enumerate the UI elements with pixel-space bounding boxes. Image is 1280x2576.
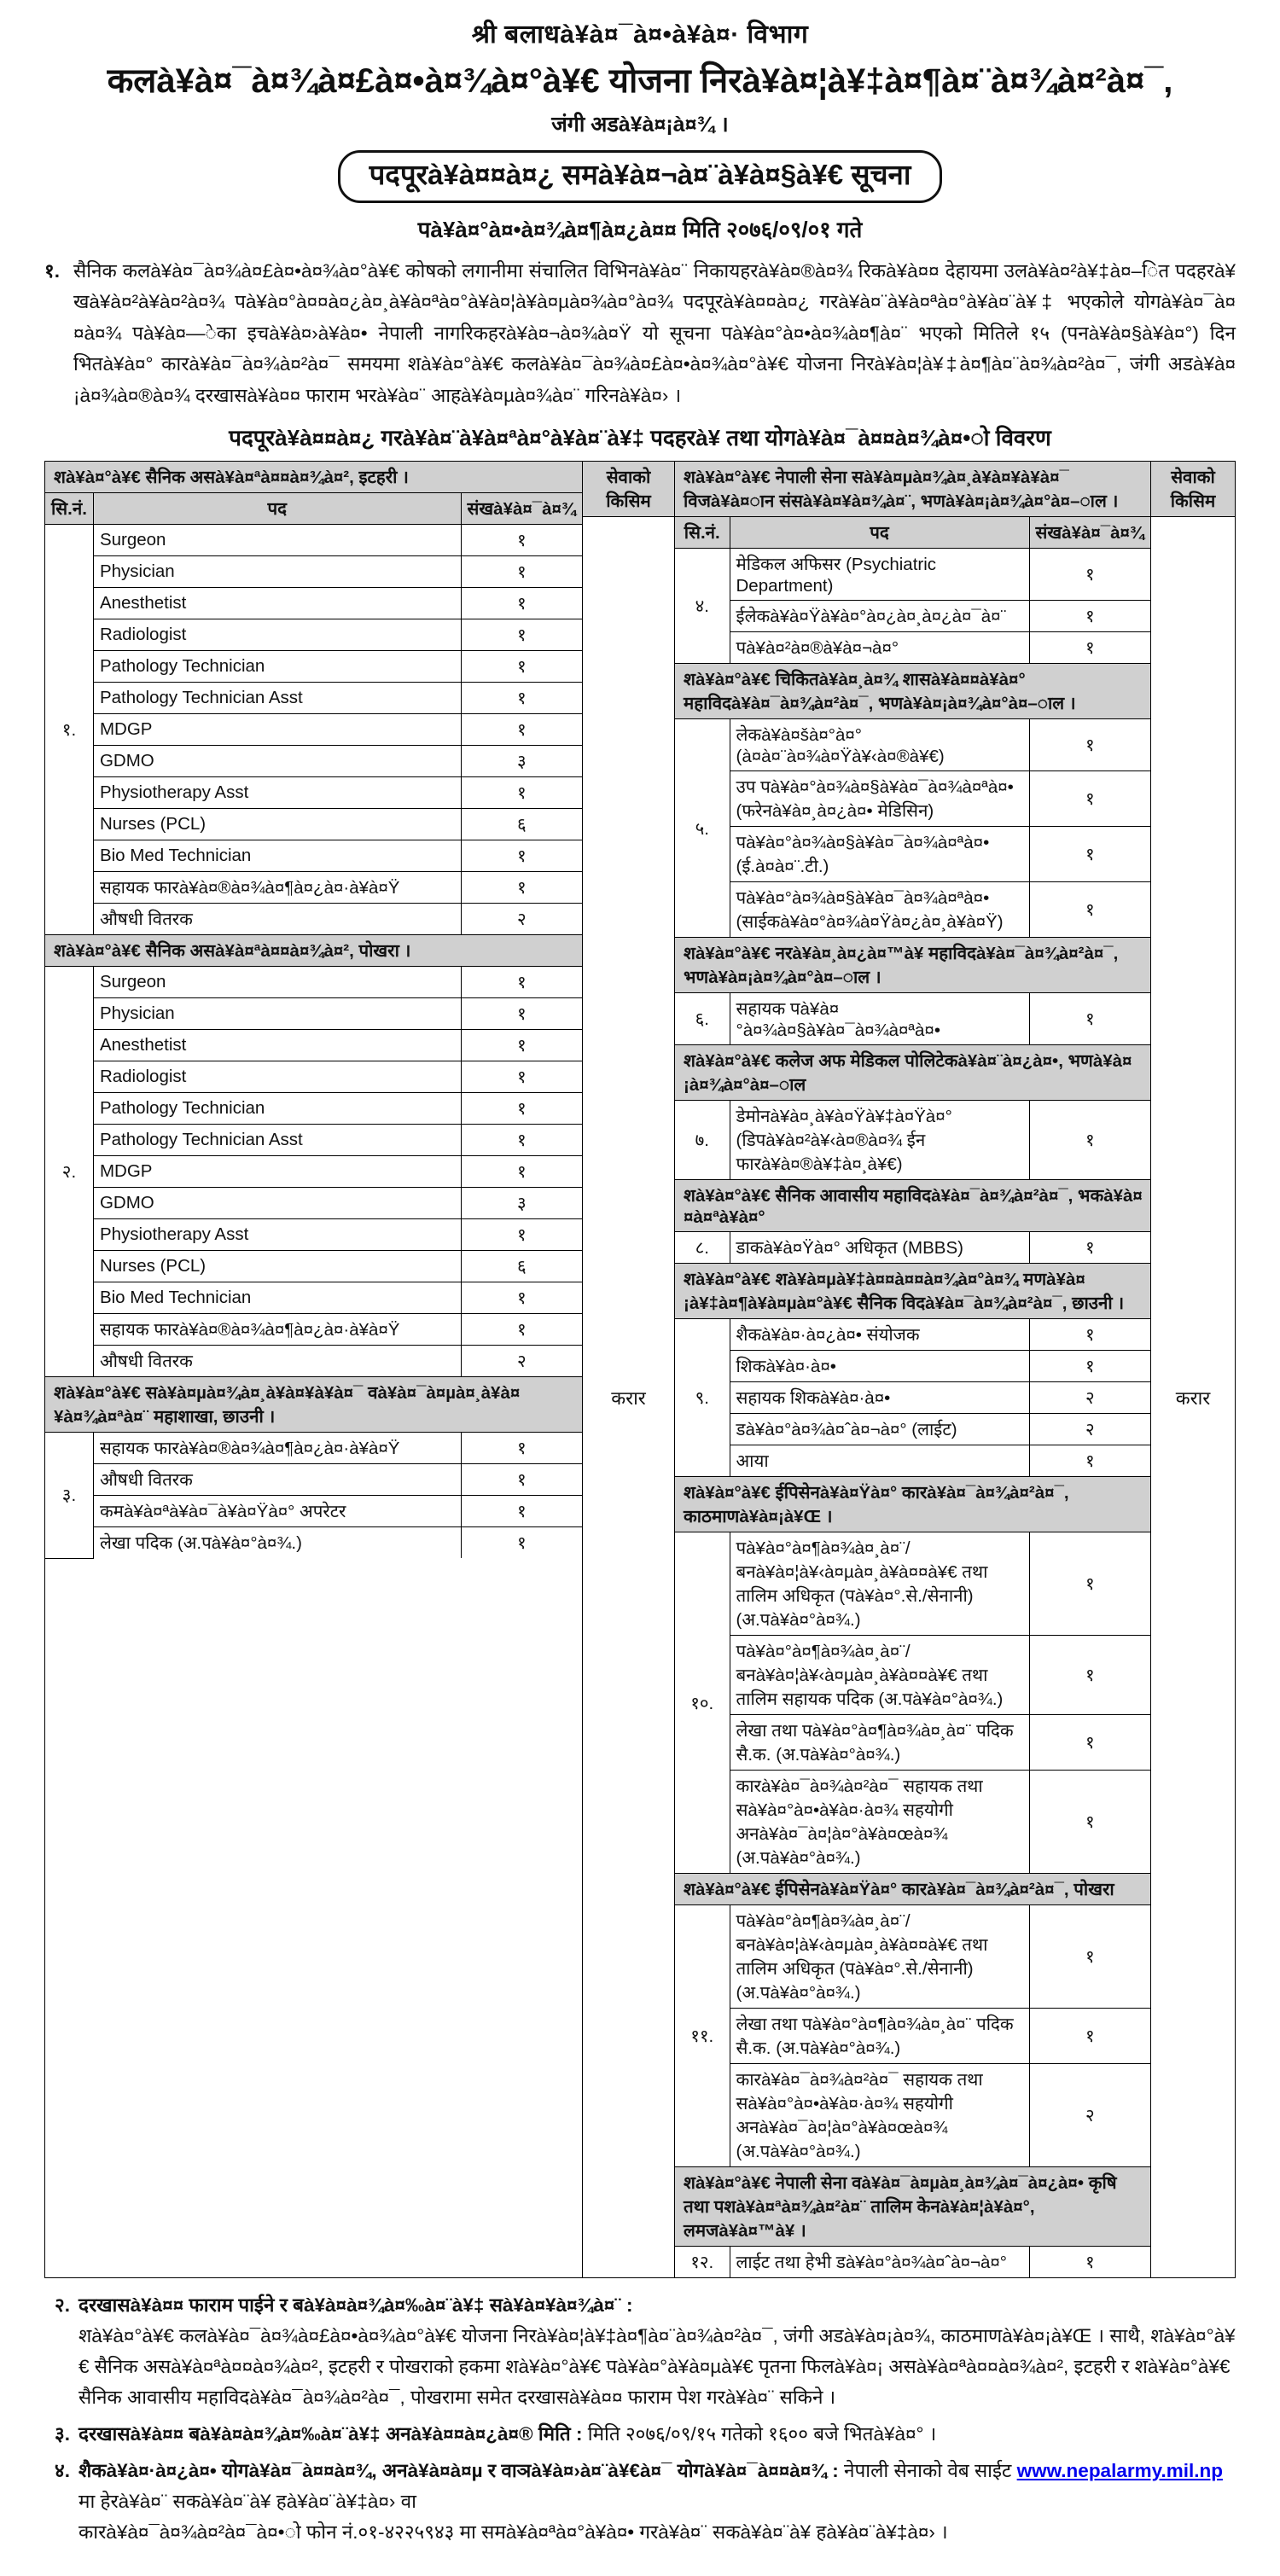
table-row bbox=[45, 777, 582, 809]
table-row bbox=[675, 1414, 1150, 1445]
table-row bbox=[45, 967, 582, 998]
table-row bbox=[45, 1125, 582, 1156]
right-column bbox=[675, 462, 1151, 2277]
table-row bbox=[675, 719, 1150, 771]
row-sn: ९. bbox=[675, 1319, 730, 1477]
table-row bbox=[675, 771, 1150, 827]
table-row bbox=[45, 1156, 582, 1188]
table-row bbox=[675, 827, 1150, 882]
note-number: ४. bbox=[55, 2460, 70, 2482]
row-post: Surgeon bbox=[93, 967, 461, 998]
left-service-header bbox=[583, 462, 674, 517]
service-header-line2-right: किसिम bbox=[1170, 491, 1216, 512]
row-sn: १. bbox=[45, 525, 93, 935]
table-row bbox=[675, 601, 1150, 632]
row-post: पà¥à¤°à¤¾à¤§à¥à¤¯à¤¾à¤ªà¤• (साईकà¥à¤°à¤¾à¤Ÿà¤¿à¤¸à¥à¤Ÿ) bbox=[730, 882, 1029, 938]
table-row bbox=[45, 1061, 582, 1093]
row-count: १ bbox=[1029, 1445, 1150, 1477]
table-row bbox=[45, 998, 582, 1030]
row-count: १ bbox=[461, 1527, 582, 1559]
row-sn: ८. bbox=[675, 1232, 730, 1264]
row-post: GDMO bbox=[93, 1188, 461, 1219]
row-post: पà¥à¤°à¤¾à¤§à¥à¤¯à¤¾à¤ªà¤• (ई.à¤à¤¨.टी.) bbox=[730, 827, 1029, 882]
publication-date: पà¥à¤°à¤•à¤¾à¤¶à¤¿à¤¤ मिति २०७६/०९/०१ गते bbox=[417, 216, 863, 242]
group-title: शà¥à¤°à¥€ नेपाली सेना वà¥à¤¯à¤µà¤¸à¤¾à¤¯à¤¿à¤• कृषि तथा पशà¥à¤ªà¤¾à¤²à¤¨ तालिम केनà¥à¤¦à¥à¤°, लमजà¥à¤™à¥ । bbox=[675, 2167, 1150, 2247]
row-post: Bio Med Technician bbox=[93, 840, 461, 872]
row-count: १ bbox=[1029, 1715, 1150, 1771]
table-row bbox=[45, 1093, 582, 1125]
row-post: शैकà¥à¤·à¤¿à¤• संयोजक bbox=[730, 1319, 1029, 1351]
table-row bbox=[675, 1636, 1150, 1715]
table-row bbox=[45, 1527, 582, 1559]
row-post: Physiotherapy Asst bbox=[93, 777, 461, 809]
row-count: १ bbox=[1029, 719, 1150, 771]
row-count: १ bbox=[461, 1433, 582, 1464]
row-post: आया bbox=[730, 1445, 1029, 1477]
group-title: शà¥à¤°à¥€ सैनिक असà¥à¤ªà¤¤à¤¾à¤², इटहरी । bbox=[45, 462, 582, 493]
row-sn: ५. bbox=[675, 719, 730, 938]
row-post: औषधी वितरक bbox=[93, 1346, 461, 1377]
header-count: संखà¥à¤¯à¤¾ bbox=[461, 493, 582, 525]
header-post: पद bbox=[730, 517, 1029, 549]
row-count: १ bbox=[1029, 827, 1150, 882]
row-count: १ bbox=[461, 777, 582, 809]
row-post: सहायक शिकà¥à¤·à¤• bbox=[730, 1382, 1029, 1414]
footer-note bbox=[44, 2456, 1236, 2548]
table-row bbox=[675, 549, 1150, 601]
row-count: १ bbox=[1029, 882, 1150, 938]
table-row bbox=[45, 619, 582, 651]
row-count: १ bbox=[1029, 549, 1150, 601]
row-count: १ bbox=[1029, 771, 1150, 827]
row-count: २ bbox=[1029, 1382, 1150, 1414]
row-count: १ bbox=[461, 840, 582, 872]
row-sn: २. bbox=[45, 967, 93, 1377]
row-count: १ bbox=[461, 683, 582, 714]
note-indent-text: शà¥à¤°à¥€ कलà¥à¤¯à¤¾à¤£à¤•à¤¾à¤°à¥€ योजना निरà¥à¤¦à¥‡à¤¶à¤¨à¤¾à¤²à¤¯, जंगी अडà¥à¤¡à¤¾, काठमाणà¥à¤¡à¥Œ । साथै, शà¥à¤°à¥€ सैनिक असà¥à¤ªà¤¤à¤¾à¤², इटहरी र पोखराको हकमा शà¥à¤°à¥€ पà¥à¤°à¥à¤µà¥€ पृतना फिलà¥à¤¡ असà¥à¤ªà¤¤à¤¾à¤², इटहरी र शà¥à¤°à¥€ सैनिक आवासीय महाविदà¥à¤¯à¤¾à¤²à¤¯, पोखरामा समेत दरखासà¥à¤¤ फाराम पेश गरà¥à¤¨ सकिने । bbox=[79, 2325, 1236, 2409]
note-number: ३. bbox=[55, 2423, 70, 2445]
row-count: १ bbox=[1029, 1636, 1150, 1715]
document-header bbox=[44, 15, 1236, 244]
row-post: कारà¥à¤¯à¤¾à¤²à¤¯ सहायक तथा सà¥à¤°à¤•à¥à¤·à¤¾ सहयोगी अनà¥à¤¯à¤¦à¤°à¥à¤œà¤¾ (अ.पà¥à¤°à¤¾.) bbox=[730, 2064, 1029, 2167]
row-post: Pathology Technician Asst bbox=[93, 1125, 461, 1156]
row-count: १ bbox=[461, 525, 582, 556]
row-count: १ bbox=[461, 1496, 582, 1527]
row-post: सहायक पà¥à¤°à¤¾à¤§à¥à¤¯à¤¾à¤ªà¤• bbox=[730, 993, 1029, 1045]
row-post: औषधी वितरक bbox=[93, 1464, 461, 1496]
row-post: डà¥à¤°à¤¾à¤ˆà¤¬à¤° (लाईट) bbox=[730, 1414, 1029, 1445]
row-count: १ bbox=[1029, 2247, 1150, 2278]
row-count: १ bbox=[1029, 1771, 1150, 1874]
table-row bbox=[45, 651, 582, 683]
table-row bbox=[675, 1715, 1150, 1771]
table-row bbox=[45, 1464, 582, 1496]
group-title: शà¥à¤°à¥€ नेपाली सेना सà¥à¤µà¤¾à¤¸à¥à¤¥à¥à¤¯ विजà¥à¤ान संसà¥à¤¥à¤¾à¤¨, भणà¥à¤¡à¤¾à¤°à¤–ाल । bbox=[675, 462, 1150, 517]
table-row bbox=[675, 1351, 1150, 1382]
table-row bbox=[675, 882, 1150, 938]
group-title: शà¥à¤°à¥€ चिकितà¥à¤¸à¤¾ शासà¥à¤¤à¥à¤° महाविदà¥à¤¯à¤¾à¤²à¤¯, भणà¥à¤¡à¤¾à¤°à¤–ाल । bbox=[675, 664, 1150, 719]
row-post: कमà¥à¤ªà¥à¤¯à¥à¤Ÿà¤° अपरेटर bbox=[93, 1496, 461, 1527]
department-name: श्री बलाधà¥à¤¯à¤•à¥à¤· विभाग bbox=[471, 20, 809, 49]
row-post: शिकà¥à¤·à¤• bbox=[730, 1351, 1029, 1382]
group-title: शà¥à¤°à¥€ ईपिसेनà¥à¤Ÿà¤° कारà¥à¤¯à¤¾à¤²à¤¯, काठमाणà¥à¤¡à¥Œ । bbox=[675, 1477, 1150, 1532]
website-link[interactable]: www.nepalarmy.mil.np bbox=[1016, 2460, 1223, 2482]
row-count: ३ bbox=[461, 1188, 582, 1219]
row-count: १ bbox=[461, 1464, 582, 1496]
row-sn: ३. bbox=[45, 1433, 93, 1559]
row-post: सहायक फारà¥à¤®à¤¾à¤¶à¤¿à¤·à¥à¤Ÿ bbox=[93, 1433, 461, 1464]
row-count: ६ bbox=[461, 1251, 582, 1282]
table-row bbox=[45, 588, 582, 619]
table-row bbox=[675, 2064, 1150, 2167]
row-post: Nurses (PCL) bbox=[93, 809, 461, 840]
row-count: १ bbox=[461, 1282, 582, 1314]
directorate-name: कलà¥à¤¯à¤¾à¤£à¤•à¤¾à¤°à¥€ योजना निरà¥à¤¦à¥‡à¤¶à¤¨à¤¾à¤²à¤¯, bbox=[107, 62, 1173, 100]
footer-notes bbox=[44, 2290, 1236, 2548]
table-row bbox=[675, 1445, 1150, 1477]
row-count: २ bbox=[461, 904, 582, 935]
row-count: १ bbox=[461, 714, 582, 746]
row-count: १ bbox=[1029, 632, 1150, 664]
table-row bbox=[45, 1282, 582, 1314]
table-row bbox=[675, 2009, 1150, 2064]
row-count: १ bbox=[1029, 1232, 1150, 1264]
row-count: १ bbox=[1029, 1319, 1150, 1351]
header-post: पद bbox=[93, 493, 461, 525]
right-service-type-column bbox=[1151, 462, 1235, 2277]
row-count: १ bbox=[461, 1030, 582, 1061]
row-post: सहायक फारà¥à¤®à¤¾à¤¶à¤¿à¤·à¥à¤Ÿ bbox=[93, 872, 461, 904]
table-row bbox=[675, 1771, 1150, 1874]
table-row bbox=[675, 1905, 1150, 2009]
row-post: औषधी वितरक bbox=[93, 904, 461, 935]
header-sn: सि.नं. bbox=[45, 493, 93, 525]
row-post: Anesthetist bbox=[93, 1030, 461, 1061]
group-title: शà¥à¤°à¥€ सà¥à¤µà¤¾à¤¸à¥à¤¥à¥à¤¯ वà¥à¤¯à¤µà¤¸à¥à¤¥à¤¾à¤ªà¤¨ महाशाखा, छाउनी । bbox=[45, 1377, 582, 1433]
intro-text: सैनिक कलà¥à¤¯à¤¾à¤£à¤•à¤¾à¤°à¥€ कोषको लगानीमा संचालित विभिनà¥à¤¨ निकायहरà¥à¤®à¤¾ रिकà¥à¤¤ देहायमा उलà¥à¤²à¥‡à¤–ित पदहरà¥ खà¥à¤²à¥à¤²à¤¾ पà¥à¤°à¤¤à¤¿à¤¸à¥à¤ªà¤°à¥à¤¦à¥à¤µà¤¾à¤°à¤¾ पदपूरà¥à¤¤à¤¿ गरà¥à¤¨à¥à¤ªà¤°à¥à¤¨à¥‡ भएकोले योगà¥à¤¯à¤¤à¤¾ पà¥à¤—ेका इचà¥à¤›à¥à¤• नेपाली नागरिकहरà¥à¤¬à¤¾à¤Ÿ यो सूचना पà¥à¤°à¤•à¤¾à¤¶à¤¨ भएको मितिले १५ (पनà¥à¤§à¥à¤°) दिन भितà¥à¤° कारà¥à¤¯à¤¾à¤²à¤¯ समयमा शà¥à¤°à¥€ कलà¥à¤¯à¤¾à¤£à¤•à¤¾à¤°à¥€ योजना निरà¥à¤¦à¥‡à¤¶à¤¨à¤¾à¤²à¤¯, जंगी अडà¥à¤¡à¤¾à¤®à¤¾ दरखासà¥à¤¤ फाराम भरà¥à¤¨ आहà¥à¤µà¤¾à¤¨ गरिनà¥à¤› । bbox=[73, 259, 1236, 406]
table-row bbox=[45, 1433, 582, 1464]
left-service-value: करार bbox=[611, 1387, 646, 1409]
row-post: MDGP bbox=[93, 1156, 461, 1188]
vacancy-table bbox=[44, 461, 1236, 2278]
table-row bbox=[45, 1188, 582, 1219]
row-sn: १०. bbox=[675, 1532, 730, 1874]
note-label: दरखासà¥à¤¤ बà¥à¤à¤¾à¤‰à¤¨à¥‡ अनà¥à¤¤à¤¿à¤® मिति : bbox=[79, 2423, 583, 2445]
row-count: १ bbox=[461, 1156, 582, 1188]
table-row bbox=[45, 525, 582, 556]
row-sn: ४. bbox=[675, 549, 730, 664]
row-post: Physiotherapy Asst bbox=[93, 1219, 461, 1251]
row-count: १ bbox=[1029, 1101, 1150, 1180]
row-post: MDGP bbox=[93, 714, 461, 746]
row-post: Bio Med Technician bbox=[93, 1282, 461, 1314]
row-post: लेखा तथा पà¥à¤°à¤¶à¤¾à¤¸à¤¨ पदिक सै.क. (अ.पà¥à¤°à¤¾.) bbox=[730, 2009, 1029, 2064]
row-count: ३ bbox=[461, 746, 582, 777]
left-column bbox=[45, 462, 583, 2277]
table-row bbox=[675, 993, 1150, 1045]
table-row bbox=[675, 2247, 1150, 2278]
table-row bbox=[45, 683, 582, 714]
header-sn: सि.नं. bbox=[675, 517, 730, 549]
note-text-after: मा हेरà¥à¤¨ सकà¥à¤¨à¥ हà¥à¤¨à¥‡à¤› वा bbox=[79, 2491, 416, 2513]
row-sn: १२. bbox=[675, 2247, 730, 2278]
row-count: २ bbox=[1029, 2064, 1150, 2167]
table-row bbox=[45, 872, 582, 904]
row-count: १ bbox=[1029, 1351, 1150, 1382]
table-row bbox=[675, 1319, 1150, 1351]
row-count: १ bbox=[461, 556, 582, 588]
row-count: १ bbox=[461, 1061, 582, 1093]
service-header-line1: सेवाको bbox=[606, 468, 651, 488]
table-row bbox=[675, 1382, 1150, 1414]
table-row bbox=[45, 1030, 582, 1061]
right-service-table bbox=[1151, 462, 1235, 2277]
row-post: सहायक फारà¥à¤®à¤¾à¤¶à¤¿à¤·à¥à¤Ÿ bbox=[93, 1314, 461, 1346]
note-indent-text: कारà¥à¤¯à¤¾à¤²à¤¯à¤•ो फोन नं.०१-४२२५९४३ मा समà¥à¤ªà¤°à¥à¤• गरà¥à¤¨ सकà¥à¤¨à¥ हà¥à¤¨à¥‡à¤› । bbox=[79, 2521, 948, 2544]
left-service-type-column bbox=[583, 462, 675, 2277]
row-post: कारà¥à¤¯à¤¾à¤²à¤¯ सहायक तथा सà¥à¤°à¤•à¥à¤·à¤¾ सहयोगी अनà¥à¤¯à¤¦à¤°à¥à¤œà¤¾ (अ.पà¥à¤°à¤¾.) bbox=[730, 1771, 1029, 1874]
row-post: Radiologist bbox=[93, 1061, 461, 1093]
table-row bbox=[45, 1314, 582, 1346]
table-row bbox=[45, 1496, 582, 1527]
section-title: पदपूरà¥à¤¤à¤¿ गरà¥à¤¨à¥à¤ªà¤°à¥à¤¨à¥‡ पदहरà¥ तथा योगà¥à¤¯à¤¤à¤¾à¤•ो विवरण bbox=[229, 425, 1051, 451]
row-post: Pathology Technician Asst bbox=[93, 683, 461, 714]
group-title: शà¥à¤°à¥€ ईपिसेनà¥à¤Ÿà¤° कारà¥à¤¯à¤¾à¤²à¤¯, पोखरा bbox=[675, 1874, 1150, 1905]
intro-paragraph bbox=[44, 256, 1236, 411]
row-count: २ bbox=[1029, 1414, 1150, 1445]
row-count: १ bbox=[1029, 1905, 1150, 2009]
group-title: शà¥à¤°à¥€ सैनिक असà¥à¤ªà¤¤à¤¾à¤², पोखरा । bbox=[45, 935, 582, 967]
table-row bbox=[45, 809, 582, 840]
row-count: १ bbox=[1029, 601, 1150, 632]
row-count: १ bbox=[461, 619, 582, 651]
group-title: शà¥à¤°à¥€ कलेज अफ मेडिकल पोलिटेकà¥à¤¨à¤¿à¤•, भणà¥à¤¡à¤¾à¤°à¤–ाल bbox=[675, 1045, 1150, 1101]
row-post: Pathology Technician bbox=[93, 1093, 461, 1125]
group-title: शà¥à¤°à¥€ नरà¥à¤¸à¤¿à¤™à¥ महाविदà¥à¤¯à¤¾à¤²à¤¯, भणà¥à¤¡à¤¾à¤°à¤–ाल । bbox=[675, 938, 1150, 993]
row-post: पà¥à¤²à¤®à¥à¤¬à¤° bbox=[730, 632, 1029, 664]
table-row bbox=[675, 1101, 1150, 1180]
row-count: १ bbox=[1029, 2009, 1150, 2064]
row-count: १ bbox=[461, 967, 582, 998]
table-row bbox=[675, 1232, 1150, 1264]
left-service-table bbox=[583, 462, 674, 2277]
row-post: पà¥à¤°à¤¶à¤¾à¤¸à¤¨/बनà¥à¤¦à¥‹à¤µà¤¸à¥à¤¤à¥€ तथा तालिम अधिकृत (पà¥à¤°.से./सेनानी) (अ.पà¥à¤°à¤¾.) bbox=[730, 1532, 1029, 1636]
row-post: पà¥à¤°à¤¶à¤¾à¤¸à¤¨/बनà¥à¤¦à¥‹à¤µà¤¸à¥à¤¤à¥€ तथा तालिम सहायक पदिक (अ.पà¥à¤°à¤¾.) bbox=[730, 1636, 1029, 1715]
note-text: मिति २०७६/०९/१५ गतेको १६०० बजे भितà¥à¤° । bbox=[582, 2423, 937, 2445]
right-service-header bbox=[1151, 462, 1235, 517]
row-post: उप पà¥à¤°à¤¾à¤§à¥à¤¯à¤¾à¤ªà¤• (फरेनà¥à¤¸à¤¿à¤• मेडिसिन) bbox=[730, 771, 1029, 827]
row-post: पà¥à¤°à¤¶à¤¾à¤¸à¤¨/बनà¥à¤¦à¥‹à¤µà¤¸à¥à¤¤à¥€ तथा तालिम अधिकृत (पà¥à¤°.से./सेनानी) (अ.पà¥à¤°à¤¾.) bbox=[730, 1905, 1029, 2009]
header-count: संखà¥à¤¯à¤¾ bbox=[1029, 517, 1150, 549]
row-count: १ bbox=[461, 872, 582, 904]
row-sn: ७. bbox=[675, 1101, 730, 1180]
service-header-line2: किसिम bbox=[606, 491, 651, 512]
table-row bbox=[45, 1251, 582, 1282]
table-row bbox=[45, 904, 582, 935]
row-count: १ bbox=[461, 998, 582, 1030]
note-label: शैकà¥à¤·à¤¿à¤• योगà¥à¤¯à¤¤à¤¾, अनà¥à¤à¤µ र वाञà¥à¤›à¤¨à¥€à¤¯ योगà¥à¤¯à¤¤à¤¾ : bbox=[79, 2460, 839, 2482]
row-count: १ bbox=[461, 651, 582, 683]
row-count: १ bbox=[461, 1314, 582, 1346]
row-post: GDMO bbox=[93, 746, 461, 777]
row-post: लेखा पदिक (अ.पà¥à¤°à¤¾.) bbox=[93, 1527, 461, 1559]
row-post: Pathology Technician bbox=[93, 651, 461, 683]
row-post: Radiologist bbox=[93, 619, 461, 651]
row-post: मेडिकल अफिसर (Psychiatric Department) bbox=[730, 549, 1029, 601]
row-post: लेखा तथा पà¥à¤°à¤¶à¤¾à¤¸à¤¨ पदिक सै.क. (अ.पà¥à¤°à¤¾.) bbox=[730, 1715, 1029, 1771]
service-header-line1-right: सेवाको bbox=[1171, 468, 1215, 488]
row-count: १ bbox=[461, 1125, 582, 1156]
intro-number: १. bbox=[44, 259, 60, 282]
row-post: Surgeon bbox=[93, 525, 461, 556]
row-count: २ bbox=[461, 1346, 582, 1377]
table-row bbox=[45, 1219, 582, 1251]
left-service-value-cell bbox=[583, 517, 674, 2278]
row-post: लेकà¥à¤šà¤°à¤° (à¤à¤¨à¤¾à¤Ÿà¥‹à¤®à¥€) bbox=[730, 719, 1029, 771]
right-service-value-cell bbox=[1151, 517, 1235, 2278]
row-post: Nurses (PCL) bbox=[93, 1251, 461, 1282]
row-count: १ bbox=[461, 1219, 582, 1251]
table-row bbox=[675, 632, 1150, 664]
table-row bbox=[45, 840, 582, 872]
row-post: ईलेकà¥à¤Ÿà¥à¤°à¤¿à¤¸à¤¿à¤¯à¤¨ bbox=[730, 601, 1029, 632]
row-count: १ bbox=[1029, 993, 1150, 1045]
row-sn: ६. bbox=[675, 993, 730, 1045]
row-post: Physician bbox=[93, 556, 461, 588]
row-sn: ११. bbox=[675, 1905, 730, 2167]
right-table bbox=[675, 462, 1150, 2277]
table-row bbox=[675, 1532, 1150, 1636]
note-text: नेपाली सेनाको वेब साईट bbox=[838, 2460, 1017, 2482]
row-post: डेमोनà¥à¤¸à¥à¤Ÿà¥‡à¤Ÿà¤° (डिपà¥à¤²à¥‹à¤®à¤¾ ईन फारà¥à¤®à¥‡à¤¸à¥€) bbox=[730, 1101, 1029, 1180]
table-row bbox=[45, 714, 582, 746]
table-row bbox=[45, 1346, 582, 1377]
footer-note bbox=[44, 2290, 1236, 2413]
group-title: शà¥à¤°à¥€ शà¥à¤µà¥‡à¤¤à¤¤à¤¾à¤°à¤¾ मणà¥à¤¡à¥‡à¤¶à¥à¤µà¤°à¥€ सैनिक विदà¥à¤¯à¤¾à¤²à¤¯, छाउनी । bbox=[675, 1264, 1150, 1319]
row-count: १ bbox=[1029, 1532, 1150, 1636]
row-count: ६ bbox=[461, 809, 582, 840]
right-service-value: करार bbox=[1175, 1387, 1211, 1409]
footer-note bbox=[44, 2419, 1236, 2450]
row-post: लाईट तथा हेभी डà¥à¤°à¤¾à¤ˆà¤¬à¤° bbox=[730, 2247, 1029, 2278]
left-table bbox=[45, 462, 582, 1559]
row-count: १ bbox=[461, 1093, 582, 1125]
row-count: १ bbox=[461, 588, 582, 619]
row-post: Anesthetist bbox=[93, 588, 461, 619]
table-row bbox=[45, 746, 582, 777]
group-title: शà¥à¤°à¥€ सैनिक आवासीय महाविदà¥à¤¯à¤¾à¤²à¤¯, भकà¥à¤¤à¤ªà¥à¤° bbox=[675, 1180, 1150, 1232]
row-post: Physician bbox=[93, 998, 461, 1030]
row-post: डाकà¥à¤Ÿà¤° अधिकृत (MBBS) bbox=[730, 1232, 1029, 1264]
office-name: जंगी अडà¥à¤¡à¤¾ । bbox=[551, 113, 729, 137]
note-number: २. bbox=[55, 2294, 70, 2317]
notice-title-badge: पदपूरà¥à¤¤à¤¿ समà¥à¤¬à¤¨à¥à¤§à¥€ सूचना bbox=[338, 150, 943, 203]
table-row bbox=[45, 556, 582, 588]
note-label: दरखासà¥à¤¤ फाराम पाईने र बà¥à¤à¤¾à¤‰à¤¨à¥‡ सà¥à¤¥à¤¾à¤¨ : bbox=[79, 2294, 633, 2317]
